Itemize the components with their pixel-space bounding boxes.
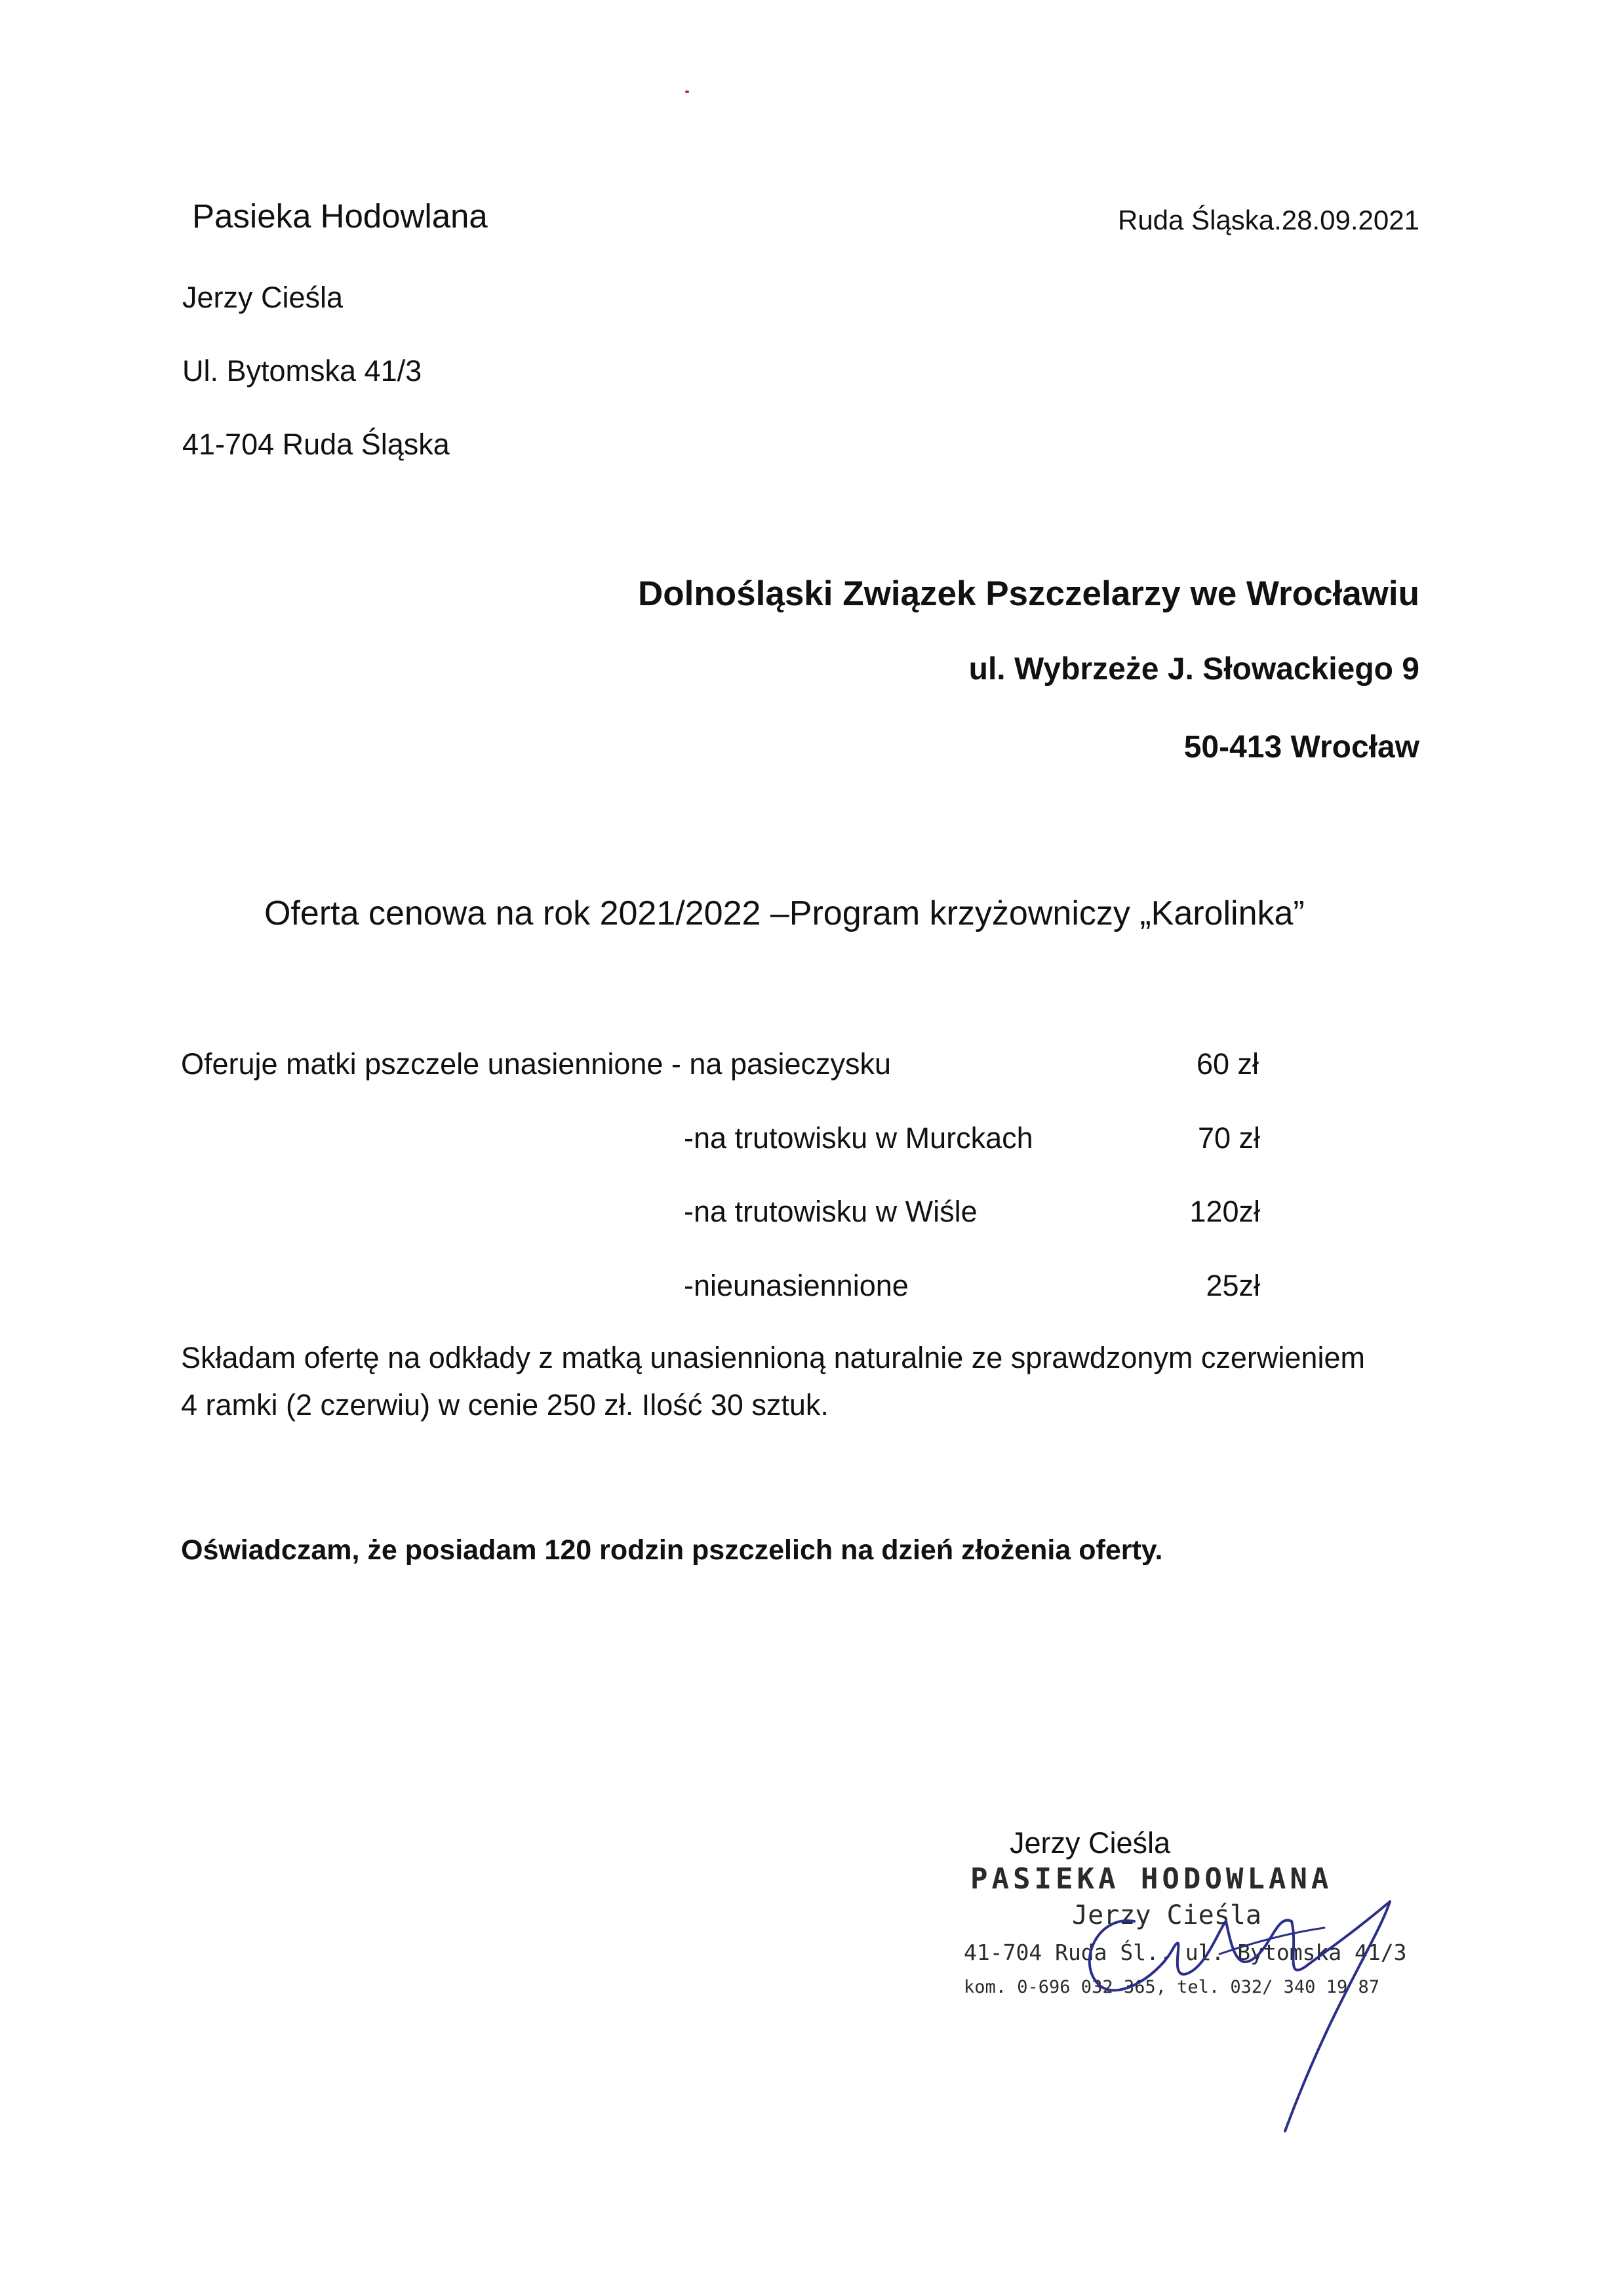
- sender-name: Jerzy Cieśla: [182, 281, 344, 314]
- offer-title: Oferta cenowa na rok 2021/2022 –Program krzyżowniczy „Karolinka”: [264, 894, 1305, 932]
- offer-item-label: -nieunasiennione: [684, 1269, 909, 1302]
- declaration: Oświadczam, że posiadam 120 rodzin pszczelich na dzień złożenia oferty.: [181, 1534, 1163, 1566]
- sender-city: 41-704 Ruda Śląska: [182, 428, 450, 461]
- recipient-organization: Dolnośląski Związek Pszczelarzy we Wrocławiu: [638, 574, 1419, 613]
- paragraph-line: 4 ramki (2 czerwiu) w cenie 250 zł. Ilość 30 sztuk.: [181, 1388, 829, 1422]
- stamp-line: 41-704 Ruda Śl., ul. Bytomska 41/3: [964, 1940, 1407, 1965]
- paragraph-line: Składam ofertę na odkłady z matką unasiennioną naturalnie ze sprawdzonym czerwieniem: [181, 1341, 1365, 1374]
- offer-item-price: 25zł: [1206, 1269, 1260, 1302]
- speck: [685, 90, 689, 93]
- offer-item-price: 70 zł: [1197, 1121, 1260, 1155]
- sender-business: Pasieka Hodowlana: [192, 197, 488, 235]
- offer-item-label: -na trutowisku w Wiśle: [684, 1195, 978, 1228]
- signature-name: Jerzy Cieśla: [1010, 1826, 1171, 1860]
- offer-intro-price: 60 zł: [1196, 1047, 1259, 1081]
- stamp-line: kom. 0-696 032 365, tel. 032/ 340 19 87: [964, 1977, 1379, 1997]
- handwritten-signature: [1023, 1875, 1442, 2138]
- date-place: Ruda Śląska.28.09.2021: [1117, 205, 1419, 235]
- recipient-city: 50-413 Wrocław: [1183, 730, 1419, 765]
- stamp-line: PASIEKA HODOWLANA: [970, 1862, 1333, 1896]
- sender-street: Ul. Bytomska 41/3: [182, 354, 422, 388]
- offer-intro: Oferuje matki pszczele unasiennione - na pasieczysku: [181, 1047, 892, 1081]
- offer-item-label: -na trutowisku w Murckach: [684, 1121, 1033, 1155]
- stamp-line: Jerzy Cieśla: [1072, 1900, 1261, 1930]
- offer-item-price: 120zł: [1189, 1195, 1260, 1228]
- recipient-street: ul. Wybrzeże J. Słowackiego 9: [968, 652, 1419, 687]
